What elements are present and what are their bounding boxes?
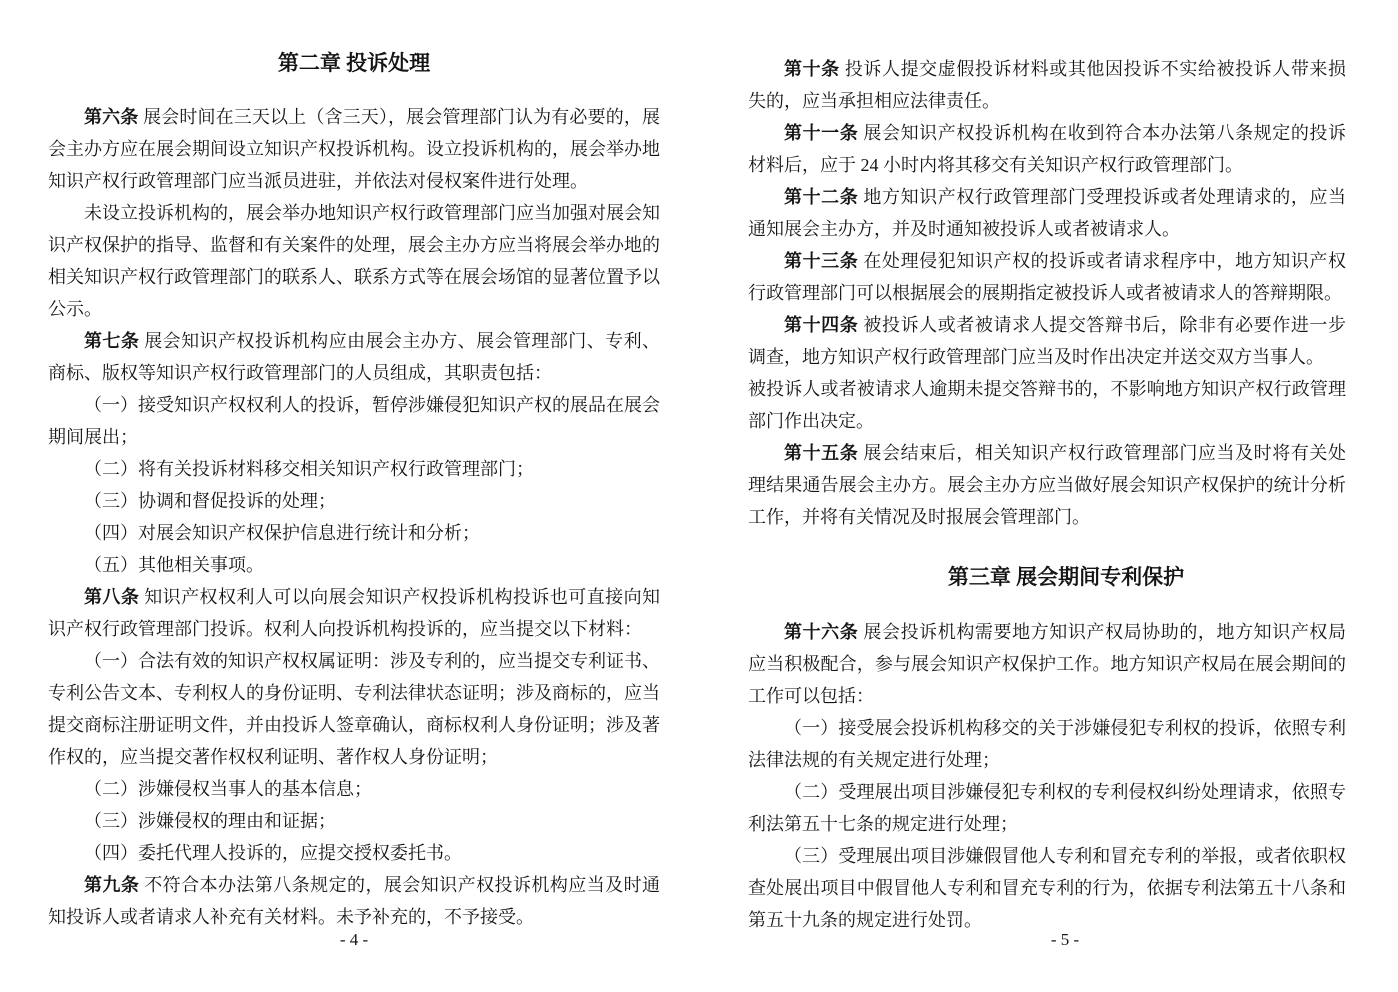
- paragraph-text: （一）接受知识产权权利人的投诉，暂停涉嫌侵犯知识产权的展品在展会期间展出；: [48, 395, 660, 447]
- page-right: [748, 53, 1346, 936]
- list-item-5: [48, 549, 660, 581]
- list-item-1: [748, 712, 1346, 776]
- article-15-number: 第十五条: [784, 443, 859, 463]
- paragraph-text: （三）协调和督促投诉的处理；: [84, 491, 336, 511]
- paragraph-text: （二）涉嫌侵权当事人的基本信息；: [84, 779, 372, 799]
- list-item-1: [48, 645, 660, 773]
- paragraph-article-9: [48, 869, 660, 933]
- article-14-number: 第十四条: [784, 315, 859, 335]
- paragraph-article-10: [748, 53, 1346, 117]
- page-left: [48, 50, 660, 933]
- paragraph-text: （四）对展会知识产权保护信息进行统计和分析；: [84, 523, 480, 543]
- article-16-number: 第十六条: [784, 622, 859, 642]
- paragraph: [48, 197, 660, 325]
- paragraph-text: （四）委托代理人投诉的，应提交授权委托书。: [84, 843, 462, 863]
- article-13-number: 第十三条: [784, 251, 859, 271]
- chapter-2-heading: 第二章 投诉处理: [277, 51, 431, 75]
- paragraph-text: 被投诉人或者被请求人逾期未提交答辩书的，不影响地方知识产权行政管理部门作出决定。: [748, 379, 1346, 431]
- paragraph-text: 不符合本办法第八条规定的，展会知识产权投诉机构应当及时通知投诉人或者请求人补充有关材料。未予补充的，不予接受。: [48, 875, 661, 927]
- paragraph-article-8: [48, 581, 660, 645]
- paragraph-text: 展会知识产权投诉机构在收到符合本办法第八条规定的投诉材料后，应于 24 小时内将其移交有关知识产权行政管理部门。: [748, 123, 1347, 175]
- list-item-2: [48, 453, 660, 485]
- paragraph-text: （二）将有关投诉材料移交相关知识产权行政管理部门；: [84, 459, 534, 479]
- paragraph-text: （一）接受展会投诉机构移交的关于涉嫌侵犯专利权的投诉，依照专利法律法规的有关规定进行处理；: [748, 718, 1346, 770]
- list-item-3: [48, 805, 660, 837]
- paragraph-text: （一）合法有效的知识产权权属证明：涉及专利的，应当提交专利证书、专利公告文本、专利权人的身份证明、专利法律状态证明；涉及商标的，应当提交商标注册证明文件，并由投诉人签章确认，商标权利人身份证明；涉及著作权的，应当提交著作权权利证明、著作权人身份证明；: [48, 651, 660, 767]
- paragraph-article-13: [748, 245, 1346, 309]
- paragraph: [748, 373, 1346, 437]
- paragraph-text: （三）涉嫌侵权的理由和证据；: [84, 811, 336, 831]
- paragraph-article-11: [748, 117, 1346, 181]
- paragraph-text: 被投诉人或者被请求人提交答辩书后，除非有必要作进一步调查，地方知识产权行政管理部门应当及时作出决定并送交双方当事人。: [748, 315, 1347, 367]
- list-item-2: [748, 776, 1346, 840]
- paragraph-article-15: [748, 437, 1346, 533]
- article-12-number: 第十二条: [784, 187, 859, 207]
- page-number-4: - 4 -: [339, 930, 369, 949]
- article-6-number: 第六条: [84, 107, 139, 127]
- chapter-3-heading: 第三章 展会期间专利保护: [947, 565, 1185, 589]
- paragraph-text: 知识产权权利人可以向展会知识产权投诉机构投诉也可直接向知识产权行政管理部门投诉。权利人向投诉机构投诉的，应当提交以下材料：: [48, 587, 661, 639]
- article-10-number: 第十条: [784, 59, 840, 79]
- paragraph-text: 地方知识产权行政管理部门受理投诉或者处理请求的，应当通知展会主办方，并及时通知被投诉人或者被请求人。: [748, 187, 1347, 239]
- paragraph-article-16: [748, 616, 1346, 712]
- paragraph-text: 展会时间在三天以上（含三天），展会管理部门认为有必要的，展会主办方应在展会期间设立知识产权投诉机构。设立投诉机构的，展会举办地知识产权行政管理部门应当派员进驻，并依法对侵权案件进行处理。: [48, 107, 660, 191]
- list-item-4: [48, 837, 660, 869]
- paragraph-text: （二）受理展出项目涉嫌侵犯专利权的专利侵权纠纷处理请求，依照专利法第五十七条的规定进行处理；: [748, 782, 1346, 834]
- paragraph-text: 展会知识产权投诉机构应由展会主办方、展会管理部门、专利、商标、版权等知识产权行政管理部门的人员组成，其职责包括：: [48, 331, 661, 383]
- article-11-number: 第十一条: [784, 123, 859, 143]
- list-item-3: [748, 840, 1346, 936]
- article-8-number: 第八条: [84, 587, 140, 607]
- paragraph-text: 在处理侵犯知识产权的投诉或者请求程序中，地方知识产权行政管理部门可以根据展会的展期指定被投诉人或者被请求人的答辩期限。: [748, 251, 1347, 303]
- paragraph-text: （五）其他相关事项。: [84, 555, 264, 575]
- paragraph-article-14: [748, 309, 1346, 373]
- paragraph-article-7: [48, 325, 660, 389]
- article-9-number: 第九条: [84, 875, 140, 895]
- paragraph-text: 展会结束后，相关知识产权行政管理部门应当及时将有关处理结果通告展会主办方。展会主办方应当做好展会知识产权保护的统计分析工作，并将有关情况及时报展会管理部门。: [748, 443, 1347, 527]
- list-item-3: [48, 485, 660, 517]
- page-number-5: - 5 -: [1050, 930, 1080, 949]
- paragraph-article-6: [48, 101, 660, 197]
- list-item-4: [48, 517, 660, 549]
- list-item-1: [48, 389, 660, 453]
- paragraph-text: 投诉人提交虚假投诉材料或其他因投诉不实给被投诉人带来损失的，应当承担相应法律责任。: [748, 59, 1346, 111]
- article-7-number: 第七条: [84, 331, 140, 351]
- list-item-2: [48, 773, 660, 805]
- paragraph-article-12: [748, 181, 1346, 245]
- paragraph-text: 未设立投诉机构的，展会举办地知识产权行政管理部门应当加强对展会知识产权保护的指导、监督和有关案件的处理，展会主办方应当将展会举办地的相关知识产权行政管理部门的联系人、联系方式等在展会场馆的显著位置予以公示。: [48, 203, 660, 319]
- paragraph-text: （三）受理展出项目涉嫌假冒他人专利和冒充专利的举报，或者依职权查处展出项目中假冒他人专利和冒充专利的行为，依据专利法第五十八条和第五十九条的规定进行处罚。: [748, 846, 1346, 930]
- paragraph-text: 展会投诉机构需要地方知识产权局协助的，地方知识产权局应当积极配合，参与展会知识产权保护工作。地方知识产权局在展会期间的工作可以包括：: [748, 622, 1347, 706]
